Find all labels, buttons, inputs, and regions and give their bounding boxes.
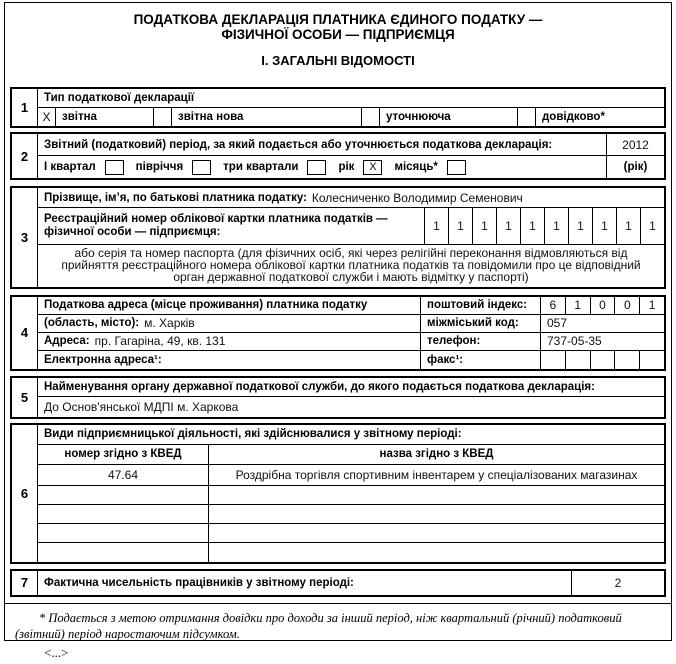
checkbox-rik[interactable]: X <box>363 160 382 175</box>
checkbox-zvitna[interactable]: X <box>38 108 56 126</box>
postal-index-label: поштовий індекс: <box>421 297 541 314</box>
kved-name-cell[interactable] <box>209 543 664 562</box>
region-city-value[interactable]: м. Харків <box>144 316 195 331</box>
option-label-zvitna-nova: звітна нова <box>172 108 362 126</box>
section-workers-count <box>10 569 666 597</box>
region-city-cell <box>38 315 421 332</box>
section-number: 6 <box>12 425 38 562</box>
option-label-zvitna: звітна <box>56 108 154 126</box>
email-label: Електронна адреса¹: <box>38 351 421 369</box>
fax-digit-box[interactable] <box>639 351 664 369</box>
section-declaration-type <box>10 87 666 128</box>
kved-row <box>38 543 664 562</box>
area-code-value[interactable]: 057 <box>547 316 568 331</box>
postal-digit-box[interactable]: 1 <box>639 297 664 314</box>
section-number: 2 <box>12 134 38 178</box>
continuation-marker: <...> <box>44 645 69 660</box>
kved-header-row <box>38 445 664 465</box>
tax-authority-value[interactable]: До Основ'янської МДПІ м. Харкова <box>44 399 239 414</box>
passport-alternative-note: або серія та номер паспорта (для фізичних осіб, які через релігійні переконання відмовляються від прийняття реєстраційного номера облікової картки платника податків та повідомили про це відповідний орган державної податкової служби і мають відмітку у паспорті) <box>61 246 641 285</box>
kved-row <box>38 505 664 524</box>
option-label-dovidkovo: довідково* <box>542 111 605 123</box>
taxpayer-name-value[interactable]: Колесниченко Володимир Семенович <box>311 190 523 205</box>
section-tax-address <box>10 295 666 371</box>
kved-code-cell[interactable] <box>38 524 209 542</box>
taxpayer-name-row <box>38 188 664 208</box>
period-label-pivrichchya: півріччя <box>135 161 184 173</box>
fax-digit-box[interactable] <box>614 351 639 369</box>
tax-address-label: Податкова адреса (місце проживання) платника податку <box>38 297 421 314</box>
fax-digit-box[interactable] <box>565 351 590 369</box>
postal-digit-box[interactable]: 6 <box>549 298 557 313</box>
workers-count-label: Фактична чисельність працівників у звітному періоді: <box>44 576 354 589</box>
section-taxpayer-identity <box>10 186 666 289</box>
digit-box[interactable]: 1 <box>640 208 664 244</box>
form-title-line2: ФІЗИЧНОЇ ОСОБИ — ПІДПРИЄМЦЯ <box>221 27 455 42</box>
registration-number-row <box>38 208 664 245</box>
period-options <box>38 156 606 178</box>
phone-value[interactable]: 737-05-35 <box>547 334 602 349</box>
street-address-cell <box>38 333 421 350</box>
fax-digit-box[interactable] <box>541 351 565 369</box>
fax-label: факс¹: <box>421 351 541 369</box>
form-border-frame <box>4 2 672 641</box>
address-row-3 <box>38 333 664 351</box>
kved-code-cell[interactable] <box>38 505 209 523</box>
digit-box[interactable]: 1 <box>448 208 472 244</box>
postal-digit-box[interactable]: 0 <box>614 297 639 314</box>
digit-box[interactable]: 1 <box>496 208 520 244</box>
checkbox-misyats[interactable] <box>447 160 466 175</box>
report-year-value[interactable]: 2012 <box>607 134 664 156</box>
kved-name-cell[interactable] <box>209 486 664 504</box>
period-label-misyats: місяць* <box>394 161 438 173</box>
part-title: І. ЗАГАЛЬНІ ВІДОМОСТІ <box>261 53 415 68</box>
period-label-rik: рік <box>338 161 355 173</box>
postal-index-boxes <box>541 297 664 314</box>
section-business-activities <box>10 423 666 564</box>
report-year-unit: (рік) <box>623 161 648 173</box>
street-address-label: Адреса: <box>44 335 90 348</box>
taxpayer-name-label: Прізвище, ім’я, по батькові платника податку: <box>44 191 307 204</box>
section-number: 3 <box>12 188 38 287</box>
tax-authority-label: Найменування органу державної податкової служби, до якого подається податкова декларація: <box>38 378 664 397</box>
declaration-type-options <box>38 108 664 126</box>
checkbox-zvitna-nova[interactable] <box>154 108 172 126</box>
form-title <box>10 12 666 42</box>
kved-code-header: номер згідно з КВЕД <box>38 445 209 464</box>
period-label-kvartal: І квартал <box>44 161 96 173</box>
kved-code-cell[interactable] <box>38 543 209 562</box>
checkbox-kvartal[interactable] <box>105 160 124 175</box>
checkbox-pivrichchya[interactable] <box>192 160 211 175</box>
period-label-try-kvartaly: три квартали <box>223 161 299 173</box>
footnotes <box>5 603 671 641</box>
kved-row <box>38 524 664 543</box>
declaration-type-label: Тип податкової декларації <box>38 89 664 108</box>
workers-count-value[interactable]: 2 <box>571 571 664 595</box>
digit-box[interactable]: 1 <box>424 208 448 244</box>
activities-label: Види підприємницької діяльності, які здійснювалися у звітному періоді: <box>38 425 664 445</box>
kved-name-cell[interactable] <box>209 505 664 523</box>
digit-box[interactable]: 1 <box>520 208 544 244</box>
digit-box[interactable]: 1 <box>544 208 568 244</box>
digit-box[interactable]: 1 <box>616 208 640 244</box>
postal-digit-box[interactable]: 0 <box>590 297 615 314</box>
kved-row <box>38 465 664 486</box>
section-number: 4 <box>12 297 38 369</box>
digit-box[interactable]: 1 <box>568 208 592 244</box>
address-row-1 <box>38 297 664 315</box>
section-number: 5 <box>12 378 38 417</box>
checkbox-utochnyuyucha[interactable] <box>362 108 380 126</box>
section-number: 7 <box>12 571 38 595</box>
fax-boxes <box>541 351 664 369</box>
footnote-star: * Подається з метою отримання довідки про доходи за інший період, ніж квартальний (річний) податковий (звітний) період наростаючим підсумком. <box>15 610 622 641</box>
checkbox-try-kvartaly[interactable] <box>307 160 326 175</box>
registration-number-label: Реєстраційний номер облікової картки платника податків — фізичної особи — підприємця: <box>44 213 388 238</box>
registration-number-digits <box>424 208 664 244</box>
phone-label: телефон: <box>421 333 541 350</box>
section-reporting-period <box>10 132 666 180</box>
kved-code-cell[interactable]: 47.64 <box>38 465 209 485</box>
kved-row <box>38 486 664 505</box>
kved-name-cell[interactable]: Роздрібна торгівля спортивним інвентарем у спеціалізованих магазинах <box>235 467 638 482</box>
street-address-value[interactable]: пр. Гагаріна, 49, кв. 131 <box>94 334 226 349</box>
form-title-line1: ПОДАТКОВА ДЕКЛАРАЦІЯ ПЛАТНИКА ЄДИНОГО ПОДАТКУ — <box>133 12 543 27</box>
section-number: 1 <box>12 89 38 126</box>
fax-digit-box[interactable] <box>590 351 615 369</box>
area-code-label: міжміський код: <box>421 315 541 332</box>
kved-name-cell[interactable] <box>209 524 664 542</box>
digit-box[interactable]: 1 <box>592 208 616 244</box>
reporting-period-label: Звітний (податковий) період, за який подається або уточнюється податкова декларація: <box>38 134 606 156</box>
checkbox-dovidkovo[interactable] <box>518 108 536 126</box>
option-label-utochnyuyucha: уточнююча <box>380 108 518 126</box>
address-row-2 <box>38 315 664 333</box>
kved-name-header: назва згідно з КВЕД <box>379 448 494 461</box>
kved-code-cell[interactable] <box>38 486 209 504</box>
address-row-4 <box>38 351 664 369</box>
postal-digit-box[interactable]: 1 <box>565 297 590 314</box>
digit-box[interactable]: 1 <box>472 208 496 244</box>
section-tax-authority <box>10 376 666 419</box>
region-city-label: (область, місто): <box>44 317 140 330</box>
